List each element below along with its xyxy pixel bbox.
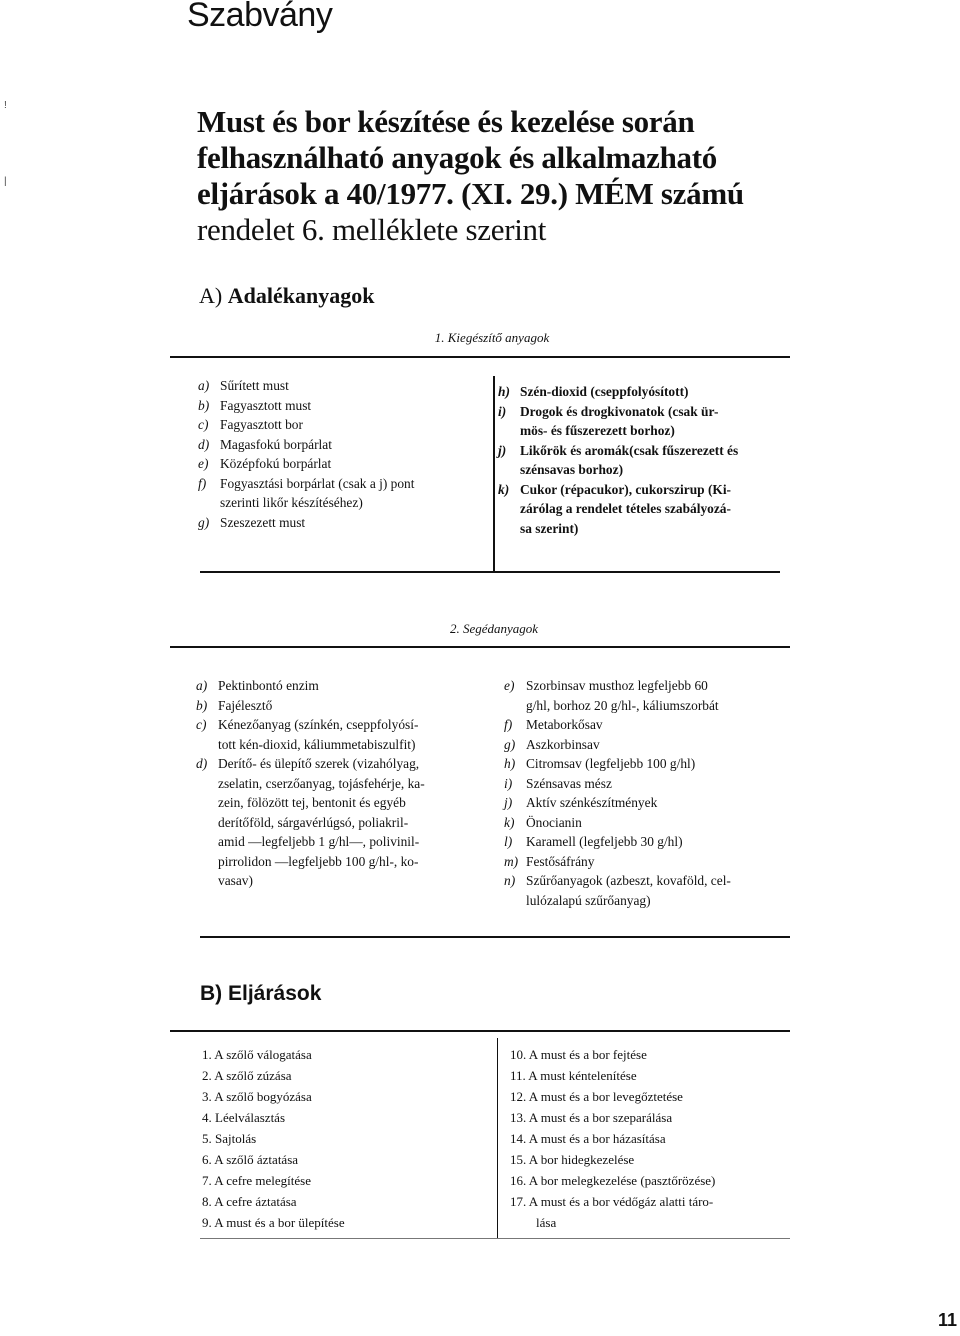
section-b-divider <box>497 1038 498 1238</box>
group2-bottom-rule <box>200 936 790 938</box>
list-item: b) Fajélesztő <box>196 697 273 713</box>
document-title-normal: rendelet 6. melléklete szerint <box>197 212 547 247</box>
list-item: i) Szénsavas mész <box>504 775 612 791</box>
list-item: 7. A cefre melegítése <box>202 1173 312 1188</box>
group1-bottom-rule <box>200 571 780 573</box>
section-a-prefix: A) <box>199 283 223 308</box>
margin-mark: ! <box>4 100 7 111</box>
document-title <box>197 104 837 248</box>
section-a-title: Adalékanyagok <box>227 283 375 308</box>
group2-top-rule <box>170 646 790 648</box>
list-item: c) Fagyasztott bor <box>198 417 303 432</box>
list-item: j) Likőrök és aromák(csak fűszerezett és szénsavas borhoz) <box>498 442 739 477</box>
list-item: 13. A must és a bor szeparálása <box>510 1110 673 1125</box>
list-item: f) Metaborkősav <box>504 717 603 732</box>
group1-divider <box>493 376 495 572</box>
list-item: d) Magasfokú borpárlat <box>198 436 332 452</box>
margin-mark: | <box>4 176 7 187</box>
section-b-top-rule <box>170 1030 790 1032</box>
page-title: Szabvány <box>187 0 333 34</box>
list-item: d) Derítő- és ülepítő szerek (vizahólyag, zselatin, cserzőanyag, tojásfehérje, ka- zein, fölözött tej, bentonit és egyéb derítőföld, sárgavérlúgsó, poliakril- amid —legfeljebb 1 g/hl—, polivinil- pirrolidon —legfeljebb 100 g/hl-, ko- vasav) <box>196 756 425 888</box>
list-item: 8. A cefre áztatása <box>202 1194 297 1209</box>
list-item: a) Pektinbontó enzim <box>196 678 319 693</box>
list-item: 9. A must és a bor ülepítése <box>202 1215 345 1230</box>
list-item: 1. A szőlő válogatása <box>202 1047 312 1062</box>
list-item: 15. A bor hidegkezelése <box>510 1152 635 1167</box>
list-item: 14. A must és a bor házasítása <box>510 1131 666 1146</box>
list-item: k) Cukor (répacukor), cukorszirup (Ki- zárólag a rendelet tételes szabályozá- sa szerint) <box>498 481 732 536</box>
procedures-left-list <box>202 1044 492 1233</box>
list-item: n) Szűrőanyagok (azbeszt, kovaföld, cel- lulózalapú szűrőanyag) <box>504 873 731 908</box>
procedures-right-list <box>510 1044 800 1233</box>
list-item: 17. A must és a bor védőgáz alatti táro- lása <box>510 1194 714 1230</box>
group1-right-list <box>498 382 798 538</box>
list-item: 4. Léelválasztás <box>202 1110 286 1125</box>
list-item: e) Középfokú borpárlat <box>198 456 332 471</box>
list-item: h) Szén-dioxid (cseppfolyósított) <box>498 384 689 399</box>
page-number: 11 <box>938 1310 958 1330</box>
group1-heading: 1. Kiegészítő anyagok <box>434 330 550 345</box>
list-item: 5. Sajtolás <box>202 1131 257 1146</box>
section-a-heading <box>199 283 374 309</box>
list-item: 3. A szőlő bogyózása <box>202 1089 312 1104</box>
list-item: b) Fagyasztott must <box>198 397 312 413</box>
list-item: g) Aszkorbinsav <box>504 736 600 752</box>
list-item: m) Festősáfrány <box>504 853 595 869</box>
list-item: i) Drogok és drogkivonatok (csak ür- mös- és fűszerezett borhoz) <box>498 403 719 438</box>
list-item: a) Sűrített must <box>198 378 289 393</box>
list-item: 11. A must kéntelenítése <box>510 1068 637 1083</box>
list-item: f) Fogyasztási borpárlat (csak a j) pont szerinti likőr készítéséhez) <box>198 475 415 510</box>
list-item: 2. A szőlő zúzása <box>202 1068 292 1083</box>
list-item: g) Szeszezett must <box>198 514 306 530</box>
group2-heading: 2. Segédanyagok <box>449 621 539 636</box>
document-title-bold: Must és bor készítése és kezelése során felhasználható anyagok és alkalmazható eljárások a 40/1977. (XI. 29.) MÉM számú <box>197 104 744 211</box>
list-item: k) Önocianin <box>504 814 582 830</box>
list-item: c) Kénezőanyag (színkén, cseppfolyósí- tott kén-dioxid, káliummetabiszulfit) <box>196 717 419 752</box>
list-item: 10. A must és a bor fejtése <box>510 1047 647 1062</box>
list-item: 16. A bor melegkezelése (pasztőrözése) <box>510 1173 716 1188</box>
list-item: l) Karamell (legfeljebb 30 g/hl) <box>504 834 683 849</box>
group1-top-rule <box>170 356 790 358</box>
section-b-bottom-rule <box>200 1238 790 1239</box>
group1-left-list <box>198 376 488 532</box>
list-item: 6. A szőlő áztatása <box>202 1152 299 1167</box>
section-b-heading: B) Eljárások <box>200 982 322 1005</box>
group2-left-list <box>196 676 496 891</box>
list-item: h) Citromsav (legfeljebb 100 g/hl) <box>504 756 696 771</box>
list-item: j) Aktív szénkészítmények <box>504 795 658 810</box>
list-item: 12. A must és a bor levegőztetése <box>510 1089 683 1104</box>
list-item: e) Szorbinsav musthoz legfeljebb 60 g/hl, borhoz 20 g/hl-, káliumszorbát <box>504 678 719 713</box>
group2-right-list <box>504 676 804 910</box>
